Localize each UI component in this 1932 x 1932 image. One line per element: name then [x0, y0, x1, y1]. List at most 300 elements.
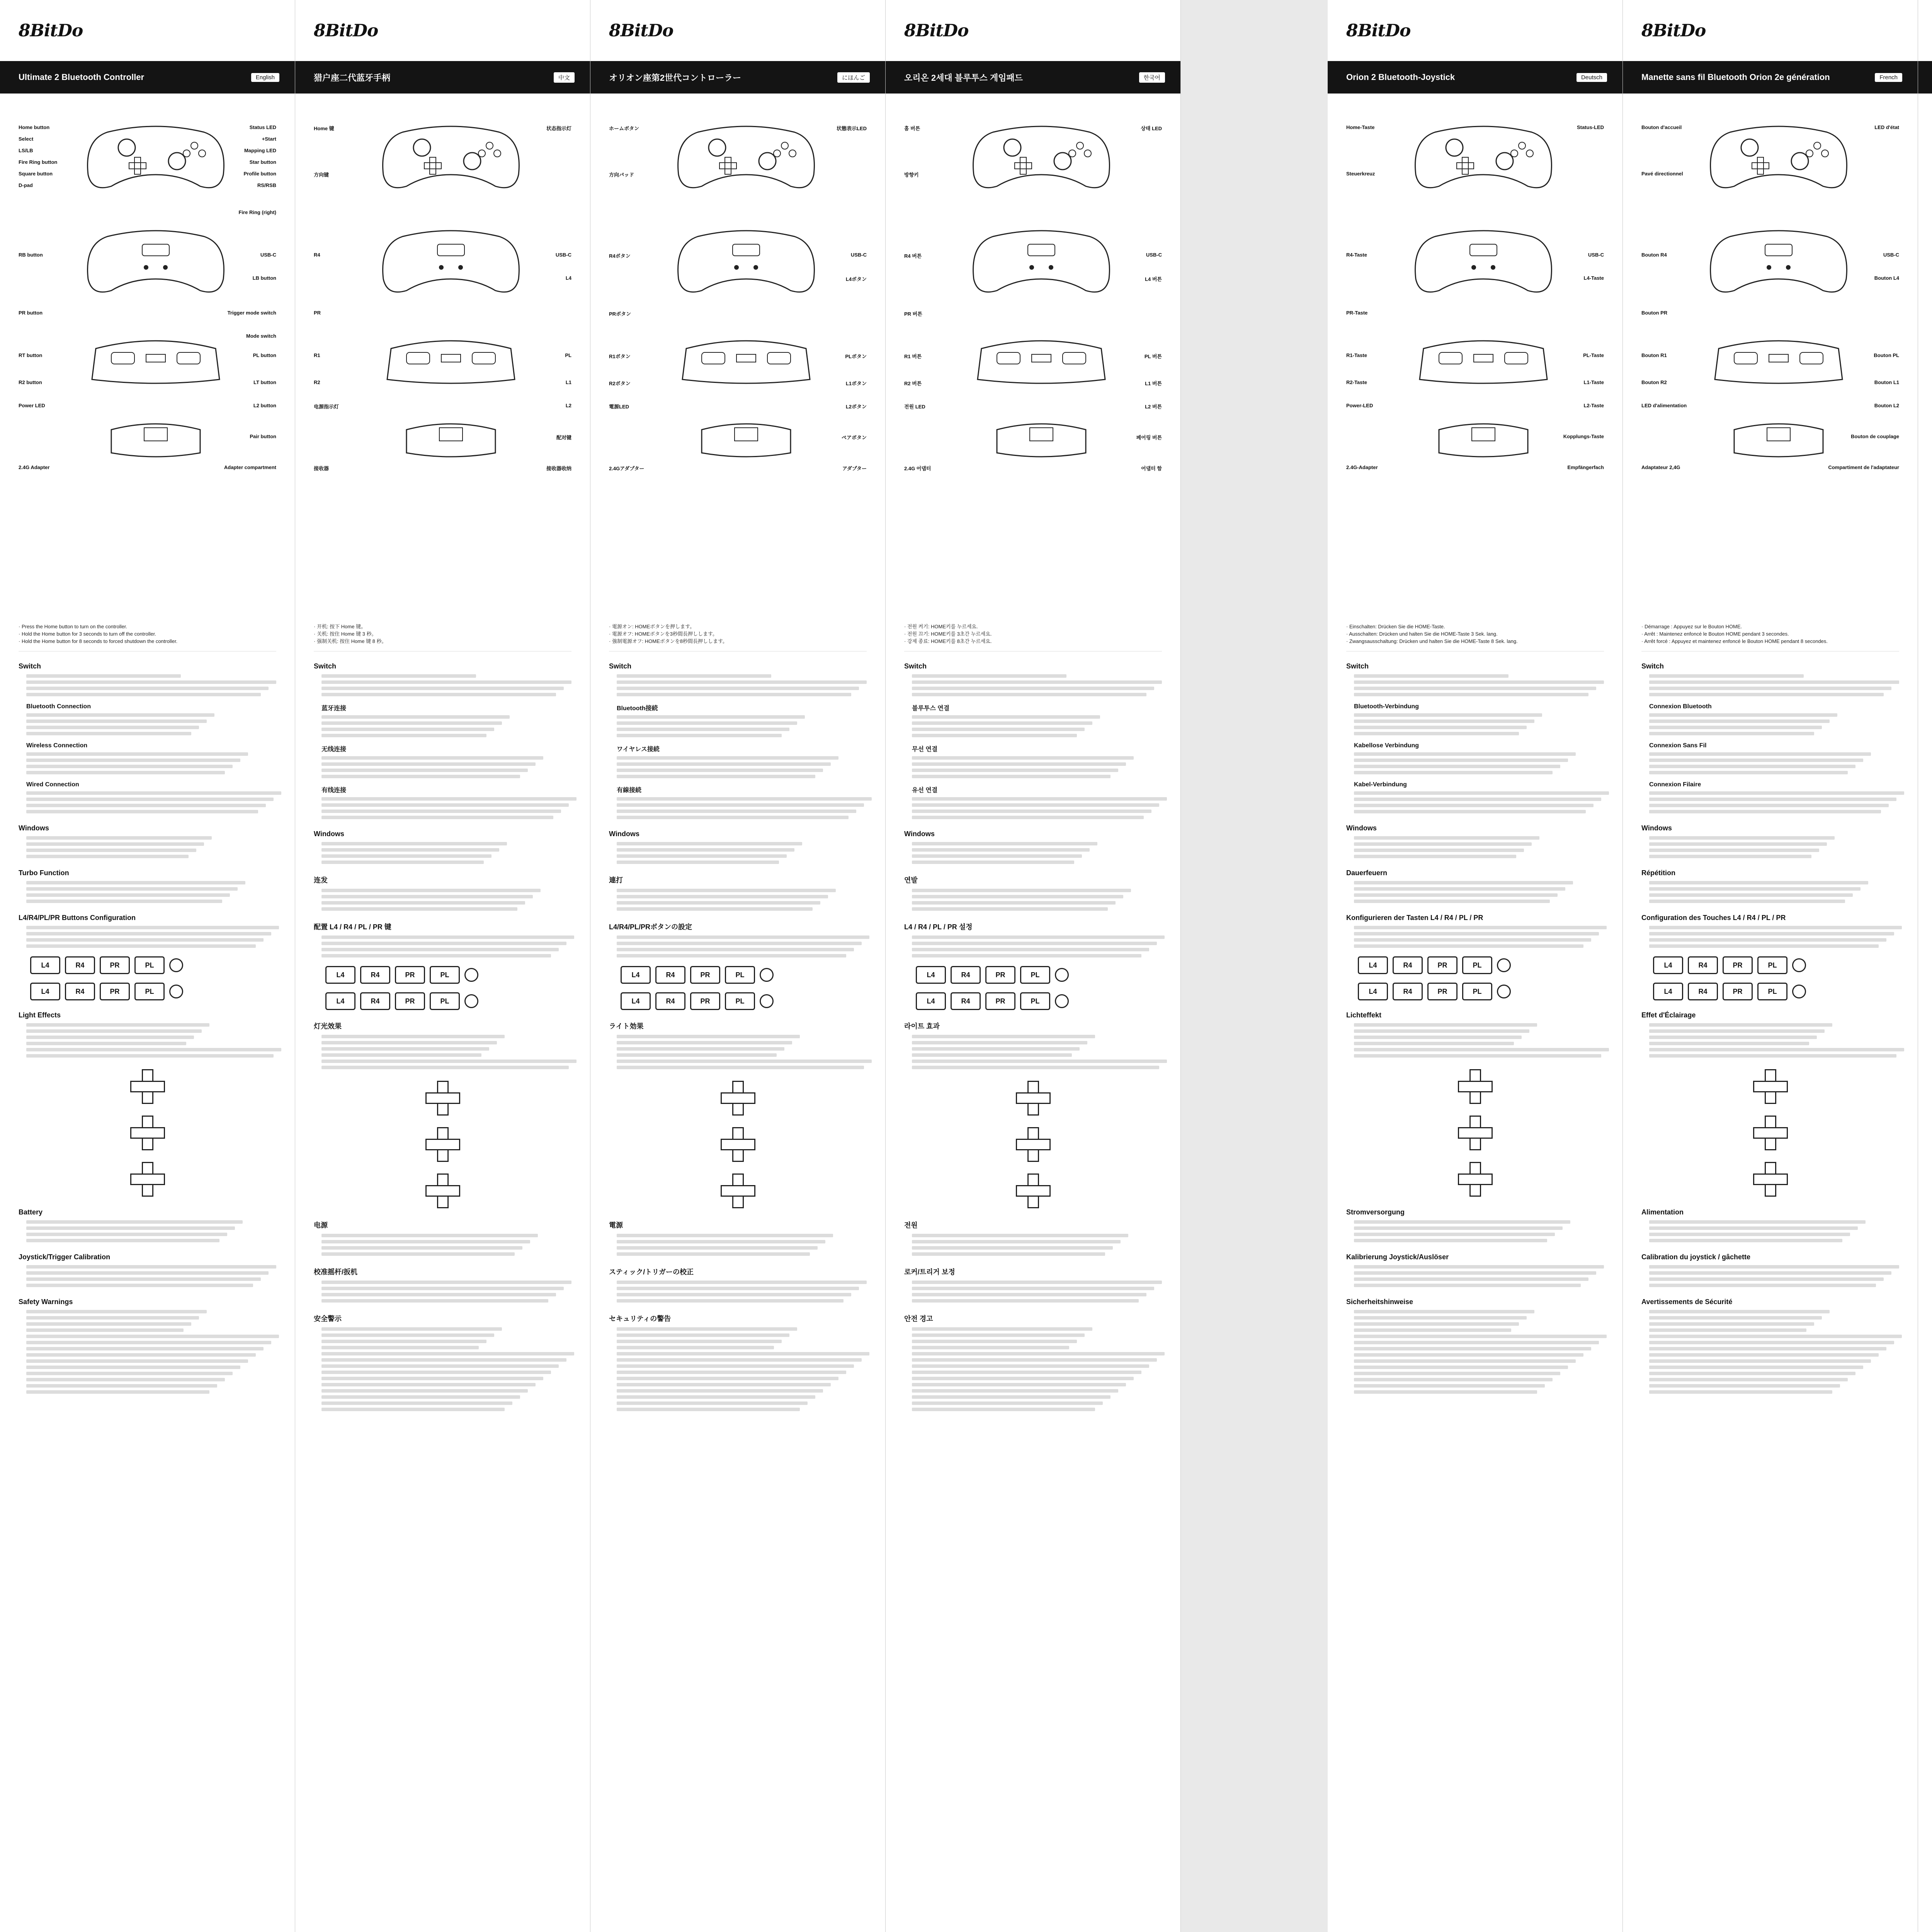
- body-text-lines: [1346, 836, 1604, 858]
- dpad-icon: [425, 1127, 460, 1162]
- power-notes: [1346, 623, 1604, 651]
- controller-top-diagram: [1707, 333, 1850, 391]
- section-heading: Switch: [904, 662, 927, 670]
- section-heading: 无线连接: [321, 746, 347, 753]
- callout-right: Empfängerfach: [1567, 464, 1604, 470]
- callout-left: 홈 버튼: [904, 126, 920, 131]
- controller-diagrams: [904, 94, 1162, 623]
- combo-key: PR: [1723, 983, 1753, 1000]
- button-combo-diagram: [916, 966, 1162, 984]
- section-heading: 연발: [904, 876, 918, 884]
- callout-left: R4 버튼: [904, 253, 922, 259]
- callout-right: Bouton de couplage: [1851, 434, 1899, 439]
- body-text-lines: [904, 889, 1162, 911]
- callout-left: 接收器: [314, 466, 329, 471]
- button-combo-diagram: [325, 992, 571, 1010]
- section-heading: Effet d'Éclairage: [1641, 1011, 1696, 1019]
- button-combo-diagram: [621, 992, 867, 1010]
- language-tag: French: [1875, 73, 1902, 82]
- power-note: · 強制電源オフ: HOMEボタンを8秒間長押しします。: [609, 638, 728, 644]
- body-text-lines: [1641, 926, 1899, 948]
- section-heading: Light Effects: [19, 1011, 61, 1019]
- section-heading: 校准摇杆/扳机: [314, 1268, 358, 1276]
- callout-left: Bouton R2: [1641, 379, 1667, 385]
- controller-back-diagram: [84, 221, 227, 298]
- combo-key: R4: [65, 956, 95, 974]
- combo-key: L4: [916, 992, 946, 1010]
- callout-left: Fire Ring button: [19, 159, 58, 165]
- section-heading: Windows: [19, 824, 49, 832]
- combo-key: PR: [395, 966, 425, 984]
- power-notes: [904, 623, 1162, 651]
- combo-key: PR: [1427, 956, 1458, 974]
- controller-front-diagram: [1707, 117, 1850, 194]
- section-heading: Stromversorgung: [1346, 1208, 1405, 1216]
- callout-right: L2ボタン: [845, 404, 867, 410]
- power-note: · Press the Home button to turn on the controller.: [19, 624, 128, 629]
- star-button-icon: [1792, 985, 1806, 998]
- power-note: · 强制关机: 按住 Home 键 8 秒。: [314, 638, 387, 644]
- power-notes: [19, 623, 276, 651]
- power-note: · 전원 켜기: HOME키를 누르세요.: [904, 624, 978, 629]
- callout-left: Bouton PR: [1641, 310, 1668, 316]
- title-bar: [0, 61, 295, 94]
- section-heading: Switch: [19, 662, 41, 670]
- section-heading: Connexion Bluetooth: [1649, 703, 1712, 710]
- callout-right: 어댑터 함: [1141, 466, 1162, 471]
- controller-diagrams: [19, 94, 276, 623]
- combo-key: R4: [1393, 956, 1423, 974]
- combo-key: PR: [985, 966, 1015, 984]
- callout-left: Bouton R4: [1641, 252, 1667, 258]
- brand-logo: 8BitDo: [609, 20, 673, 41]
- button-combo-diagram: [916, 992, 1162, 1010]
- controller-front-diagram: [1412, 117, 1555, 194]
- callout-left: R1ボタン: [609, 354, 631, 359]
- combo-key: L4: [621, 992, 651, 1010]
- callout-right: Bouton PL: [1874, 352, 1899, 358]
- star-button-icon: [169, 985, 183, 998]
- language-tag: にほんご: [837, 72, 870, 83]
- controller-top-diagram: [379, 333, 522, 391]
- callout-right: USB-C: [1588, 252, 1604, 258]
- callout-left: Bouton R1: [1641, 352, 1667, 358]
- callout-right: 配对键: [556, 435, 571, 440]
- combo-key: L4: [30, 983, 60, 1000]
- combo-key: PL: [134, 956, 165, 974]
- body-text-lines: [609, 1035, 867, 1069]
- combo-key: PL: [430, 992, 460, 1010]
- section-heading: Connexion Sans Fil: [1649, 742, 1707, 749]
- section-heading: Configuration des Touches L4 / R4 / PL / PR: [1641, 914, 1786, 922]
- section-heading: Kalibrierung Joystick/Auslöser: [1346, 1253, 1449, 1261]
- body-text-lines: [314, 842, 571, 864]
- combo-key: L4: [621, 966, 651, 984]
- section-heading: 連打: [609, 876, 623, 884]
- section-heading: Kabellose Verbindung: [1354, 742, 1419, 749]
- star-button-icon: [760, 968, 774, 982]
- body-text-lines: [904, 1234, 1162, 1256]
- button-combo-diagram: [1358, 956, 1604, 974]
- controller-front-diagram: [675, 117, 818, 194]
- panel-title: オリオン座第2世代コントローラー: [609, 73, 742, 83]
- section-heading: Windows: [1346, 824, 1377, 832]
- body-text-lines: [1641, 791, 1899, 813]
- adapter-diagram: [403, 418, 499, 461]
- star-button-icon: [464, 994, 478, 1008]
- callout-left: Select: [19, 136, 34, 142]
- body-text-lines: [904, 756, 1162, 778]
- dpad-icon: [425, 1173, 460, 1208]
- power-note: · 강제 종료: HOME키를 8초간 누르세요.: [904, 638, 992, 644]
- title-bar: [1623, 61, 1918, 94]
- section-heading: Switch: [1346, 662, 1369, 670]
- power-note: · Hold the Home button for 3 seconds to turn off the controller.: [19, 631, 156, 637]
- callout-right: Bouton L2: [1874, 403, 1899, 408]
- callout-right: L1: [565, 379, 571, 385]
- callout-right: Status LED: [249, 124, 276, 130]
- controller-diagrams: [609, 94, 867, 623]
- body-text-lines: [19, 1310, 276, 1394]
- combo-key: L4: [916, 966, 946, 984]
- section-heading: Dauerfeuern: [1346, 869, 1388, 877]
- callout-right: Mode switch: [246, 333, 276, 339]
- adapter-diagram: [1730, 418, 1827, 461]
- power-note: · Démarrage : Appuyez sur le Bouton HOME.: [1641, 624, 1742, 629]
- section-heading: Switch: [314, 662, 337, 670]
- dpad-icon: [130, 1069, 165, 1104]
- star-button-icon: [464, 968, 478, 982]
- adapter-diagram: [993, 418, 1090, 461]
- callout-left: 2.4G 어댑터: [904, 466, 931, 471]
- section-heading: ワイヤレス接続: [617, 746, 660, 753]
- combo-key: PL: [134, 983, 165, 1000]
- controller-back-diagram: [970, 221, 1113, 298]
- callout-left: R4: [314, 252, 320, 258]
- callout-right: USB-C: [1883, 252, 1899, 258]
- dpad-icon: [1016, 1081, 1051, 1116]
- section-heading: Sicherheitshinweise: [1346, 1298, 1413, 1306]
- body-text-lines: [1346, 713, 1604, 735]
- combo-key: R4: [655, 966, 685, 984]
- callout-left: Pavé directionnel: [1641, 171, 1683, 177]
- callout-right: LB button: [252, 275, 276, 281]
- section-heading: Bluetooth Connection: [26, 703, 91, 710]
- dpad-icon: [1753, 1069, 1788, 1104]
- body-text-lines: [19, 1220, 276, 1242]
- instruction-sections: [1641, 662, 1899, 1394]
- section-heading: 连发: [314, 876, 328, 884]
- callout-left: Adaptateur 2,4G: [1641, 464, 1680, 470]
- instruction-sections: [314, 662, 571, 1411]
- body-text-lines: [314, 1281, 571, 1303]
- controller-top-diagram: [84, 333, 227, 391]
- body-text-lines: [1641, 752, 1899, 774]
- callout-left: Home 键: [314, 126, 334, 131]
- combo-key: PL: [1757, 983, 1787, 1000]
- callout-left: 전원 LED: [904, 404, 925, 410]
- callout-left: PR 버튼: [904, 311, 922, 317]
- section-heading: L4/R4/PL/PR Buttons Configuration: [19, 914, 136, 922]
- section-heading: Lichteffekt: [1346, 1011, 1382, 1019]
- power-notes: [314, 623, 571, 651]
- body-text-lines: [904, 935, 1162, 957]
- language-tag: Deutsch: [1577, 73, 1607, 82]
- callout-left: 방향키: [904, 172, 919, 178]
- callout-right: Compartiment de l'adaptateur: [1828, 464, 1899, 470]
- section-heading: 블루투스 연결: [912, 705, 950, 712]
- combo-key: R4: [1688, 983, 1718, 1000]
- power-note: · Zwangsausschaltung: Drücken und halten Sie die HOME-Taste 8 Sek. lang.: [1346, 638, 1518, 644]
- controller-back-diagram: [1412, 221, 1555, 298]
- dpad-icon: [1753, 1116, 1788, 1150]
- section-heading: Switch: [609, 662, 632, 670]
- body-text-lines: [609, 842, 867, 864]
- callout-right: PL: [565, 352, 571, 358]
- callout-right: L1-Taste: [1583, 379, 1604, 385]
- section-heading: Battery: [19, 1208, 43, 1216]
- instruction-sections: [904, 662, 1162, 1411]
- callout-left: 2.4G-Adapter: [1346, 464, 1378, 470]
- title-bar: [886, 61, 1180, 94]
- combo-key: PR: [690, 992, 720, 1010]
- combo-key: PR: [985, 992, 1015, 1010]
- body-text-lines: [314, 1035, 571, 1069]
- combo-key: R4: [1393, 983, 1423, 1000]
- section-heading: Bluetooth-Verbindung: [1354, 703, 1419, 710]
- title-bar: [1918, 61, 1932, 94]
- language-tag: English: [251, 73, 279, 82]
- callout-left: Home-Taste: [1346, 124, 1375, 130]
- body-text-lines: [19, 1023, 276, 1058]
- star-button-icon: [1055, 994, 1069, 1008]
- callout-left: LS/LB: [19, 148, 33, 153]
- callout-left: D-pad: [19, 182, 33, 188]
- callout-left: RB button: [19, 252, 43, 258]
- section-heading: Turbo Function: [19, 869, 69, 877]
- body-text-lines: [1346, 1220, 1604, 1242]
- power-note: · 電源オン: HOMEボタンを押します。: [609, 624, 695, 629]
- callout-left: R2 버튼: [904, 381, 922, 386]
- brand-logo: 8BitDo: [19, 20, 83, 41]
- combo-key: R4: [951, 966, 981, 984]
- section-heading: Joystick/Trigger Calibration: [19, 1253, 111, 1261]
- body-text-lines: [19, 836, 276, 858]
- body-text-lines: [1346, 1023, 1604, 1058]
- section-heading: Alimentation: [1641, 1208, 1684, 1216]
- controller-back-diagram: [1707, 221, 1850, 298]
- dpad-icon: [1753, 1162, 1788, 1197]
- callout-left: Home button: [19, 124, 50, 130]
- callout-right: 페어링 버튼: [1136, 435, 1162, 440]
- dpad-icon: [721, 1173, 755, 1208]
- callout-left: LED d'alimentation: [1641, 403, 1687, 408]
- section-heading: Bluetooth接続: [617, 705, 658, 712]
- combo-key: PL: [1020, 992, 1050, 1010]
- controller-front-diagram: [379, 117, 522, 194]
- instruction-sections: [609, 662, 867, 1411]
- body-text-lines: [904, 674, 1162, 696]
- body-text-lines: [1641, 1023, 1899, 1058]
- power-note: · 電源オフ: HOMEボタンを3秒間長押しします。: [609, 631, 718, 637]
- button-combo-diagram: [1653, 956, 1899, 974]
- dpad-icon: [130, 1162, 165, 1197]
- dpad-icon: [130, 1116, 165, 1150]
- body-text-lines: [19, 926, 276, 948]
- callout-right: Mapping LED: [244, 148, 276, 153]
- body-text-lines: [609, 1281, 867, 1303]
- section-heading: 안전 경고: [904, 1315, 933, 1323]
- section-heading: 蓝牙连接: [321, 705, 347, 712]
- callout-right: USB-C: [260, 252, 276, 258]
- callout-left: R4-Taste: [1346, 252, 1367, 258]
- callout-right: Fire Ring (right): [238, 209, 276, 215]
- body-text-lines: [1641, 713, 1899, 735]
- power-note: · 开机: 按下 Home 键。: [314, 624, 366, 629]
- combo-key: R4: [360, 966, 390, 984]
- instruction-sections: [1346, 662, 1604, 1394]
- callout-left: ホームボタン: [609, 126, 639, 131]
- callout-left: PR button: [19, 310, 43, 316]
- body-text-lines: [314, 715, 571, 737]
- section-heading: 有線接続: [617, 787, 642, 794]
- button-combo-diagram: [325, 966, 571, 984]
- section-heading: Wired Connection: [26, 781, 79, 788]
- power-note: · Arrêt forcé : Appuyez et maintenez enfoncé le Bouton HOME pendant 8 secondes.: [1641, 638, 1828, 644]
- combo-key: L4: [1358, 983, 1388, 1000]
- callout-left: R1-Taste: [1346, 352, 1367, 358]
- panel-title: Manette sans fil Bluetooth Orion 2e génération: [1641, 72, 1830, 82]
- controller-top-diagram: [1412, 333, 1555, 391]
- callout-left: RT button: [19, 352, 43, 358]
- combo-key: PR: [395, 992, 425, 1010]
- power-note: · Arrêt : Maintenez enfoncé le Bouton HOME pendant 3 secondes.: [1641, 631, 1789, 637]
- section-heading: Switch: [1641, 662, 1664, 670]
- section-heading: 电源: [314, 1221, 328, 1229]
- callout-left: R1: [314, 352, 320, 358]
- body-text-lines: [19, 752, 276, 774]
- callout-right: PL-Taste: [1583, 352, 1604, 358]
- dpad-icon: [1458, 1069, 1493, 1104]
- callout-right: LT button: [253, 379, 276, 385]
- language-tag: 한국어: [1139, 72, 1165, 83]
- combo-key: PR: [1723, 956, 1753, 974]
- star-button-icon: [169, 958, 183, 972]
- controller-top-diagram: [970, 333, 1113, 391]
- body-text-lines: [904, 842, 1162, 864]
- combo-key: L4: [1653, 983, 1683, 1000]
- section-heading: 무선 연결: [912, 746, 938, 753]
- callout-left: Bouton d'accueil: [1641, 124, 1682, 130]
- section-heading: ライト効果: [609, 1022, 644, 1030]
- callout-right: +Start: [262, 136, 276, 142]
- callout-right: Trigger mode switch: [227, 310, 276, 316]
- button-combo-diagram: [1653, 983, 1899, 1000]
- language-panel: [1623, 0, 1918, 1932]
- section-heading: Windows: [904, 830, 935, 838]
- panel-title: Ultimate 2 Bluetooth Controller: [19, 72, 145, 82]
- callout-right: USB-C: [555, 252, 571, 258]
- power-notes: [1641, 623, 1899, 651]
- star-button-icon: [1497, 985, 1511, 998]
- star-button-icon: [1497, 958, 1511, 972]
- callout-right: PL button: [253, 352, 276, 358]
- body-text-lines: [1641, 674, 1899, 696]
- callout-left: Steuerkreuz: [1346, 171, 1375, 177]
- controller-diagrams: [314, 94, 571, 623]
- callout-right: USB-C: [1146, 252, 1162, 258]
- callout-right: L4-Taste: [1583, 275, 1604, 281]
- power-note: · Einschalten: Drücken Sie die HOME-Taste.: [1346, 624, 1445, 629]
- callout-right: L2 button: [253, 403, 276, 408]
- callout-left: R2 button: [19, 379, 42, 385]
- panel-title: 猎户座二代蓝牙手柄: [314, 73, 391, 83]
- body-text-lines: [19, 1265, 276, 1287]
- callout-right: Profile button: [243, 171, 276, 177]
- callout-right: RS/RSB: [257, 182, 276, 188]
- dpad-icon: [425, 1081, 460, 1116]
- callout-right: L4: [565, 275, 571, 281]
- dpad-icon: [721, 1127, 755, 1162]
- power-note: · 전원 끄기: HOME키를 3초간 누르세요.: [904, 631, 992, 637]
- dpad-icon: [1458, 1162, 1493, 1197]
- language-panel: [590, 0, 886, 1932]
- body-text-lines: [904, 797, 1162, 819]
- controller-front-diagram: [84, 117, 227, 194]
- body-text-lines: [609, 797, 867, 819]
- language-panel: [1918, 0, 1932, 1932]
- callout-left: Power-LED: [1346, 403, 1373, 408]
- combo-key: PR: [690, 966, 720, 984]
- callout-right: USB-C: [850, 252, 867, 258]
- body-text-lines: [904, 1281, 1162, 1303]
- manual-sheet-right: [1328, 0, 1932, 1932]
- body-text-lines: [609, 935, 867, 957]
- combo-key: PR: [1427, 983, 1458, 1000]
- button-combo-diagram: [30, 956, 276, 974]
- language-panel: [1328, 0, 1623, 1932]
- section-heading: 安全警示: [314, 1315, 342, 1323]
- body-text-lines: [314, 1327, 571, 1411]
- section-heading: セキュリティの警告: [609, 1315, 671, 1323]
- controller-back-diagram: [675, 221, 818, 298]
- section-heading: Calibration du joystick / gâchette: [1641, 1253, 1751, 1261]
- body-text-lines: [1346, 752, 1604, 774]
- section-heading: Windows: [314, 830, 344, 838]
- section-heading: 灯光效果: [314, 1022, 342, 1030]
- power-note: · Hold the Home button for 8 seconds to forced shutdown the controller.: [19, 638, 178, 644]
- callout-right: L1ボタン: [845, 381, 867, 386]
- brand-logo: 8BitDo: [314, 20, 378, 41]
- adapter-diagram: [698, 418, 794, 461]
- combo-key: L4: [1653, 956, 1683, 974]
- language-panel: [886, 0, 1181, 1932]
- callout-right: Bouton L1: [1874, 379, 1899, 385]
- body-text-lines: [609, 756, 867, 778]
- section-heading: Kabel-Verbindung: [1354, 781, 1407, 788]
- power-notes: [609, 623, 867, 651]
- body-text-lines: [314, 756, 571, 778]
- controller-back-diagram: [379, 221, 522, 298]
- dpad-icon: [721, 1081, 755, 1116]
- callout-right: ペアボタン: [841, 435, 867, 440]
- body-text-lines: [19, 791, 276, 813]
- callout-right: アダプター: [842, 466, 867, 471]
- body-text-lines: [1641, 1310, 1899, 1394]
- adapter-diagram: [107, 418, 204, 461]
- combo-key: R4: [655, 992, 685, 1010]
- combo-key: PR: [100, 956, 130, 974]
